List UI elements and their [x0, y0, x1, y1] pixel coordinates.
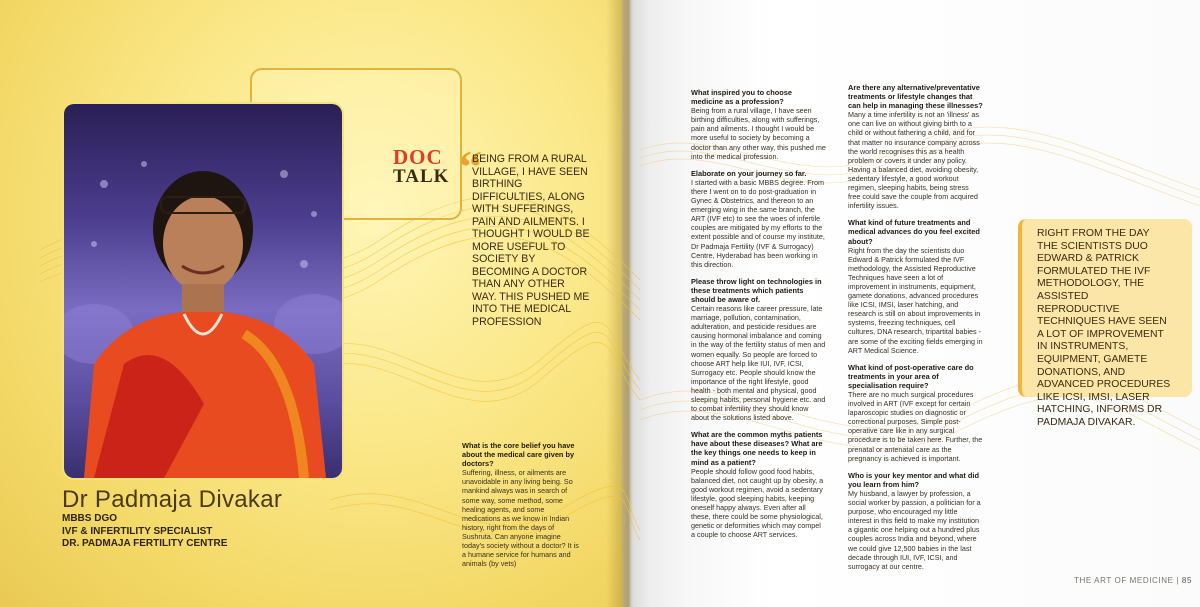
- qa-answer: Many a time infertility is not an 'illness' as one can live on without giving birth to a child or without fathering a child, and for that matter no insurance company across the world recognises this as a health problem or covers it under any policy. Having a balanced diet, avoiding obesity, sedentary lifestyle, a good workout regimen, sleeping habits, being stress free could save the couple from acquired infertility issues.: [848, 110, 980, 211]
- qa-question: Who is your key mentor and what did you learn from him?: [848, 470, 979, 489]
- left-pull-quote: BEING FROM A RURAL VILLAGE, I HAVE SEEN BIRTHING DIFFICULTIES, ALONG WITH SUFFERINGS, PAIN AND AILMENTS. I THOUGHT I WOULD BE MORE USEFUL TO SOCIETY BY BECOMING A DOCTOR THAN ANY OTHER WAY. THIS PUSHED ME INTO THE MEDICAL PROFESSION: [472, 153, 590, 328]
- qa-answer: Suffering, illness, or ailments are unavoidable in any living being. So mankind always was in search of some way, some method, some healing agents, and some medications as we know in Indian history, right from the days of Sushruta. Can anyone imagine today's society without a doctor? It is a humane service for humans and animals (by vets): [462, 468, 579, 569]
- qa-answer: Certain reasons like career pressure, late marriage, pollution, contamination, adulteration, and pesticide residues are causing hormonal imbalance and coming in the way of the fertility status of men and women equally. So people are forced to choose ART help like IUI, IVF, ICSI, Surrogacy etc. People should know the importance of the right lifestyle, good health - both mental and physical, good sleeping habits, personal hygiene etc. and to combat infertility they should know about the solutions listed above.: [691, 304, 826, 423]
- right-qa-column-2: [848, 83, 983, 579]
- qa-question: What kind of future treatments and medical advances do you feel excited about?: [848, 218, 980, 246]
- portrait-photo: [64, 104, 342, 478]
- qa-answer: I started with a basic MBBS degree. From there I went on to do post-graduation in Gynec & Obstetrics, and thereon to an emerging wing in the same branch, the ART (IVF etc) to see the woes of infertile couples are mitigated by my efforts to the extent possible and of course my institute, Dr Padmaja Fertility (IVF & Surrogacy) Centre, Hyderabad has been working in this direction.: [691, 177, 825, 269]
- quote-mark-icon: “: [459, 141, 482, 192]
- qa-question: Elaborate on your journey so far.: [691, 168, 807, 178]
- qa-answer: Right from the day the scientists duo Edward & Patrick formulated the IVF methodology, the Assisted Reproductive Techniques have seen a lot of improvement in instruments, equipment, gamete donations, advanced procedures like ICSI, IMSI, laser hatching, and research is still on about improvements in systems, freezing techniques, cell cultures, DNA research, tripartital babies - are some of the exciting fields emerging in ART Medical Science.: [848, 245, 983, 355]
- footer-section-title: THE ART OF MEDICINE: [1074, 576, 1174, 585]
- doc-label: DOC: [393, 145, 443, 169]
- talk-label: TALK: [393, 166, 450, 187]
- qa-answer: Being from a rural village, I have seen birthing difficulties, along with sufferings, pain and ailments. I thought I would be more useful to society by becoming a doctor than any other way, this pushed me into the medical profession.: [691, 106, 826, 161]
- right-pull-quote: RIGHT FROM THE DAY THE SCIENTISTS DUO EDWARD & PATRICK FORMULATED THE IVF METHODOLOGY, THE ASSISTED REPRODUCTIVE TECHNIQUES HAVE SEEN A LOT OF IMPROVEMENT IN INSTRUMENTS, EQUIPMENT, GAMETE DONATIONS, AND ADVANCED PROCEDURES LIKE ICSI, IMSI, LASER HATCHING, INFORMS DR PADMAJA DIVAKAR.: [1037, 228, 1171, 428]
- qa-answer: There are no much surgical procedures involved in ART (IVF except for certain laparoscopic studies on diagnostic or correctional purposes. Simple post-operative care like in any surgical procedure is to be taken here. Further, the prenatal or antenatal care as the pregnancy is achieved is important.: [848, 390, 983, 463]
- doc-talk-tag: [393, 147, 449, 187]
- qa-question: What kind of post-operative care do treatments in your area of specialisation require?: [848, 362, 974, 390]
- qa-question: Please throw light on technologies in these treatments which patients should be aware of.: [691, 276, 822, 304]
- credentials: [62, 513, 227, 551]
- page-gutter: [606, 0, 650, 607]
- right-qa-column-1: [691, 88, 826, 547]
- left-qa-column: [462, 441, 582, 576]
- page-footer: [1074, 576, 1192, 585]
- credential-line: IVF & INFERTILITY SPECIALIST: [62, 525, 213, 537]
- footer-separator: |: [1176, 576, 1180, 585]
- qa-question: What inspired you to choose medicine as a profession?: [691, 88, 793, 107]
- qa-answer: People should follow good food habits, balanced diet, not caught up by obesity, a good workout regimen, avoid a sedentary lifestyle, good sleeping habits, keeping oneself happy always. Even after all these, there could be some physiological, genetic or deformities which may compel a couple to choose ART services.: [691, 466, 824, 540]
- page-number: 85: [1181, 576, 1193, 585]
- qa-answer: My husband, a lawyer by profession, a social worker by passion, a politician for a purpose, who encouraged my little interest in this field to make my institution a gigantic one helping out a hundred plus couples across India and beyond, where we could give 12,500 babies in the last decade through IUI, IVF, ICSI, and surrogacy at our centre.: [848, 488, 981, 571]
- doctor-name: Dr Padmaja Divakar: [62, 486, 283, 513]
- credential-line: MBBS DGO: [62, 513, 117, 524]
- qa-question: Are there any alternative/preventative treatments or lifestyle changes that can help in managing these illnesses?: [848, 83, 983, 111]
- qa-question: What are the common myths patients have about these diseases? What are the key things one needs to keep in mind as a patient?: [691, 430, 823, 467]
- qa-question: What is the core belief you have about the medical care given by doctors?: [462, 441, 575, 469]
- credential-line: DR. PADMAJA FERTILITY CENTRE: [62, 538, 228, 549]
